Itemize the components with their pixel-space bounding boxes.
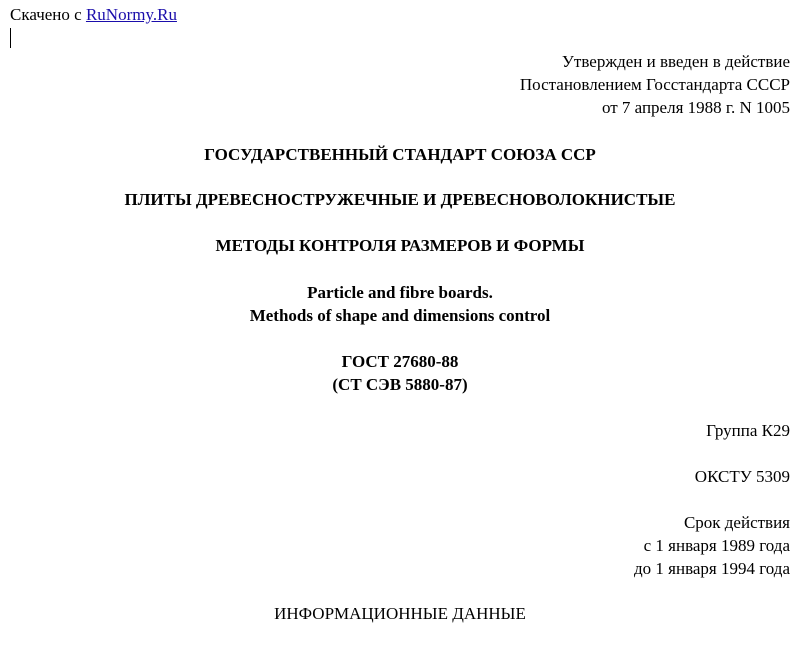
subject-heading: ПЛИТЫ ДРЕВЕСНОСТРУЖЕЧНЫЕ И ДРЕВЕСНОВОЛОКНИСТЫЕ: [124, 190, 676, 209]
approval-line-3: от 7 апреля 1988 г. N 1005: [601, 98, 790, 117]
text-cursor: [10, 28, 11, 48]
gost-number: ГОСТ 27680-88: [341, 352, 459, 371]
validity-from: с 1 января 1989 года: [643, 536, 790, 555]
group-code: Группа К29: [706, 421, 790, 440]
validity-to: до 1 января 1994 года: [634, 559, 790, 578]
methods-heading: МЕТОДЫ КОНТРОЛЯ РАЗМЕРОВ И ФОРМЫ: [215, 236, 585, 255]
english-title-line-2: Methods of shape and dimensions control: [249, 306, 551, 325]
english-title-line-1: Particle and fibre boards.: [307, 283, 493, 302]
info-data-heading: ИНФОРМАЦИОННЫЕ ДАННЫЕ: [274, 604, 526, 623]
okstu-code: ОКСТУ 5309: [694, 467, 790, 486]
standard-heading: ГОСУДАРСТВЕННЫЙ СТАНДАРТ СОЮЗА ССР: [204, 145, 596, 164]
validity-label: Срок действия: [683, 513, 790, 532]
st-sev-number: (СТ СЭВ 5880-87): [332, 375, 468, 394]
approval-line-1: Утвержден и введен в действие: [561, 52, 790, 71]
approval-line-2: Постановлением Госстандарта СССР: [519, 75, 790, 94]
runormy-link[interactable]: RuNormy.Ru: [85, 5, 177, 24]
download-source-line: [10, 5, 177, 25]
download-prefix: Скачено с: [10, 5, 82, 24]
